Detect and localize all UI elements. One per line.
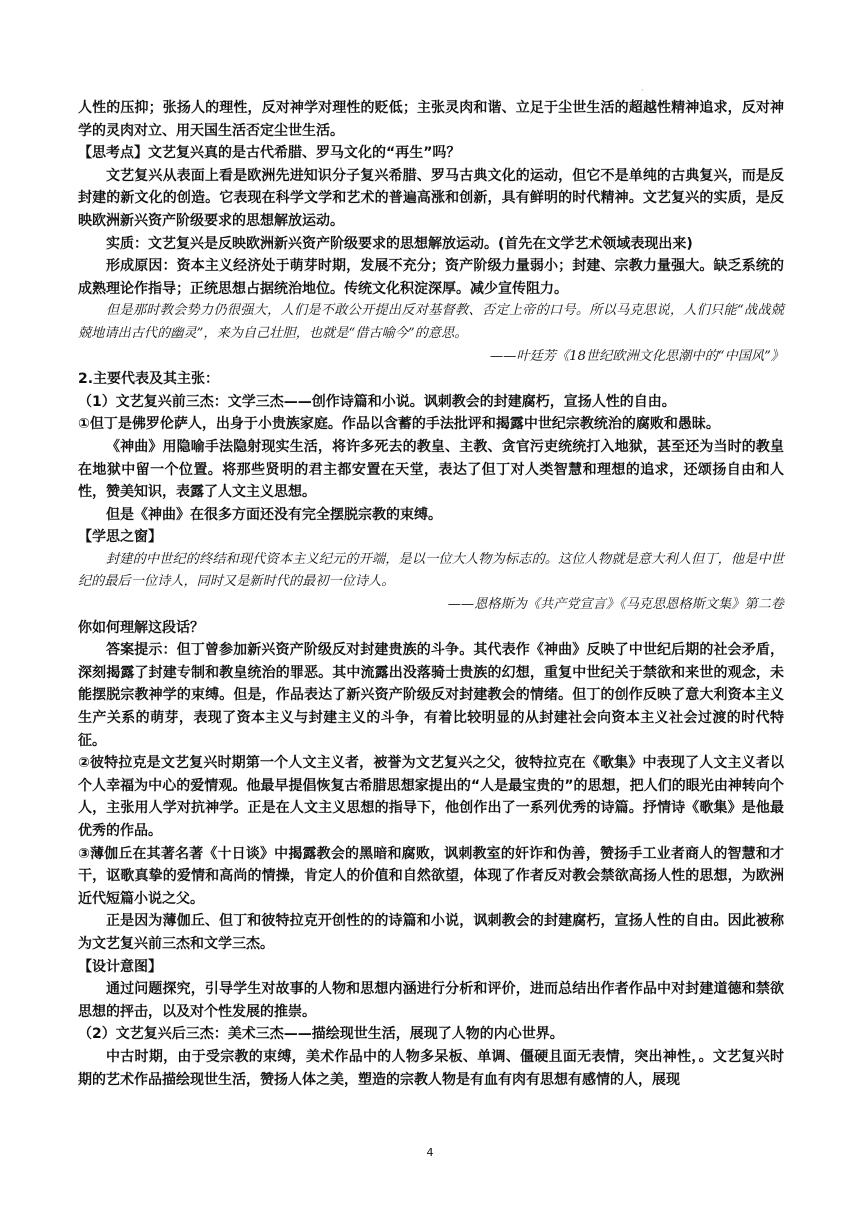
quote-paragraph: 但是那时教会势力仍很强大，人们是不敢公开提出反对基督教、否定上帝的口号。所以马克思说，人们只能“战战兢兢地请出古代的幽灵”，来为自己壮胆，也就是“借古喻今”的意思。: [78, 303, 784, 341]
quote-source: ——恩格斯为《共产党宣言》《马克思恩格斯文集》第二卷: [447, 597, 784, 613]
paragraph: 《神曲》用隐喻手法隐射现实生活，将许多死去的教皇、主教、贪官污吏统统打入地狱，甚至还为当时的教皇在地狱中留一个位置。将那些贤明的君主都安置在天堂，表达了但丁对人类智慧和理想的追求，还颂扬自由和人性，赞美知识，表露了人文主义思想。: [78, 438, 784, 501]
paragraph: 2.主要代表及其主张：: [78, 371, 220, 388]
paragraph: 【设计意图】: [78, 958, 162, 975]
paragraph: ①但丁是佛罗伦萨人，出身于小贵族家庭。作品以含蓄的手法批评和揭露中世纪宗教统治的腐败和愚昧。: [78, 416, 720, 433]
paragraph: 你如何理解这段话？: [78, 619, 204, 636]
paragraph: 文艺复兴从表面上看是欧洲先进知识分子复兴希腊、罗马古典文化的运动，但它不是单纯的古典复兴，而是反封建的新文化的创造。它表现在科学文学和艺术的普遍高涨和创新，具有鲜明的时代精神。文艺复兴的实质，是反映欧洲新兴资产阶级要求的思想解放运动。: [78, 167, 784, 229]
paragraph: 【学思之窗】: [78, 529, 162, 546]
quote-source: ——叶廷芳《18世纪欧洲文化思潮中的“中国风”》: [489, 348, 784, 364]
paragraph: 【思考点】文艺复兴真的是古代希腊、罗马文化的“再生”吗？: [78, 145, 461, 162]
paragraph: 但是《神曲》在很多方面还没有完全摆脱宗教的束缚。: [106, 506, 442, 523]
paragraph: 通过问题探究，引导学生对故事的人物和思想内涵进行分析和评价，进而总结出作者作品中对封建道德和禁欲思想的抨击，以及对个性发展的推崇。: [78, 981, 784, 1020]
paragraph: ③薄伽丘在其著名著《十日谈》中揭露教会的黑暗和腐败，讽刺教室的奸诈和伪善，赞扬手工业者商人的智慧和才干，讴歌真挚的爱情和高尚的情操，肯定人的价值和自然欲望，体现了作者反对教会禁欲高扬人性的思想，为欧洲近代短篇小说之父。: [78, 845, 784, 907]
paragraph: 形成原因：资本主义经济处于萌芽时期，发展不充分；资产阶级力量弱小；封建、宗教力量强大。缺乏系统的成熟理论作指导；正统思想占据统治地位。传统文化积淀深厚。减少宣传阻力。: [78, 258, 784, 297]
paragraph: 答案提示：但丁曾参加新兴资产阶级反对封建贵族的斗争。其代表作《神曲》反映了中世纪后期的社会矛盾，深刻揭露了封建专制和教皇统治的罪恶。其中流露出没落骑士贵族的幻想，重复中世纪关于禁欲和来世的观念，未能摆脱宗教神学的束缚。但是，作品表达了新兴资产阶级反对封建教会的情绪。但丁的创作反映了意大利资本主义生产关系的萌芽，表现了资本主义与封建主义的斗争，有着比较明显的从封建社会向资本主义社会过渡的时代特征。: [78, 642, 784, 749]
quote-paragraph: 封建的中世纪的终结和现代资本主义纪元的开端，是以一位大人物为标志的。这位人物就是意大利人但丁，他是中世纪的最后一位诗人，同时又是新时代的最初一位诗人。: [78, 551, 784, 590]
page-number: 4: [426, 1146, 434, 1159]
paragraph: 中古时期，由于受宗教的束缚，美术作品中的人物多呆板、单调、僵硬且面无表情，突出神性，。文艺复兴时期的艺术作品描绘现世生活，赞扬人体之美，塑造的宗教人物是有血有肉有思想有感情的人，展现: [78, 1048, 784, 1088]
paragraph: 实质：文艺复兴是反映欧洲新兴资产阶级要求的思想解放运动。(首先在文学艺术领域表现出来): [106, 235, 693, 252]
document-body: [78, 97, 784, 1091]
paragraph: 人性的压抑；张扬人的理性，反对神学对理性的贬低；主张灵肉和谐、立足于尘世生活的超越性精神追求，反对神学的灵肉对立、用天国生活否定尘世生活。: [78, 100, 784, 139]
paragraph: （1）文艺复兴前三杰：文学三杰——创作诗篇和小说。讽刺教会的封建腐朽，宣扬人性的自由。: [78, 393, 676, 410]
paragraph: （2）文艺复兴后三杰：美术三杰——描绘现世生活，展现了人物的内心世界。: [78, 1026, 564, 1043]
paragraph: ②彼特拉克是文艺复兴时期第一个人文主义者，被誉为文艺复兴之父，彼特拉克在《歌集》中表现了人文主义者以个人幸福为中心的爱情观。他最早提倡恢复古希腊思想家提出的“人是最宝贵的”的思想，把人们的眼光由神转向个人，主张用人学对抗神学。正是在人文主义思想的指导下，他创作出了一系列优秀的诗篇。抒情诗《歌集》是他最优秀的作品。: [78, 755, 784, 839]
paragraph: 正是因为薄伽丘、但丁和彼特拉克开创性的的诗篇和小说，讽刺教会的封建腐朽，宣扬人性的自由。因此被称为文艺复兴前三杰和文学三杰。: [78, 913, 784, 952]
header-mark: ·: [641, 86, 644, 95]
